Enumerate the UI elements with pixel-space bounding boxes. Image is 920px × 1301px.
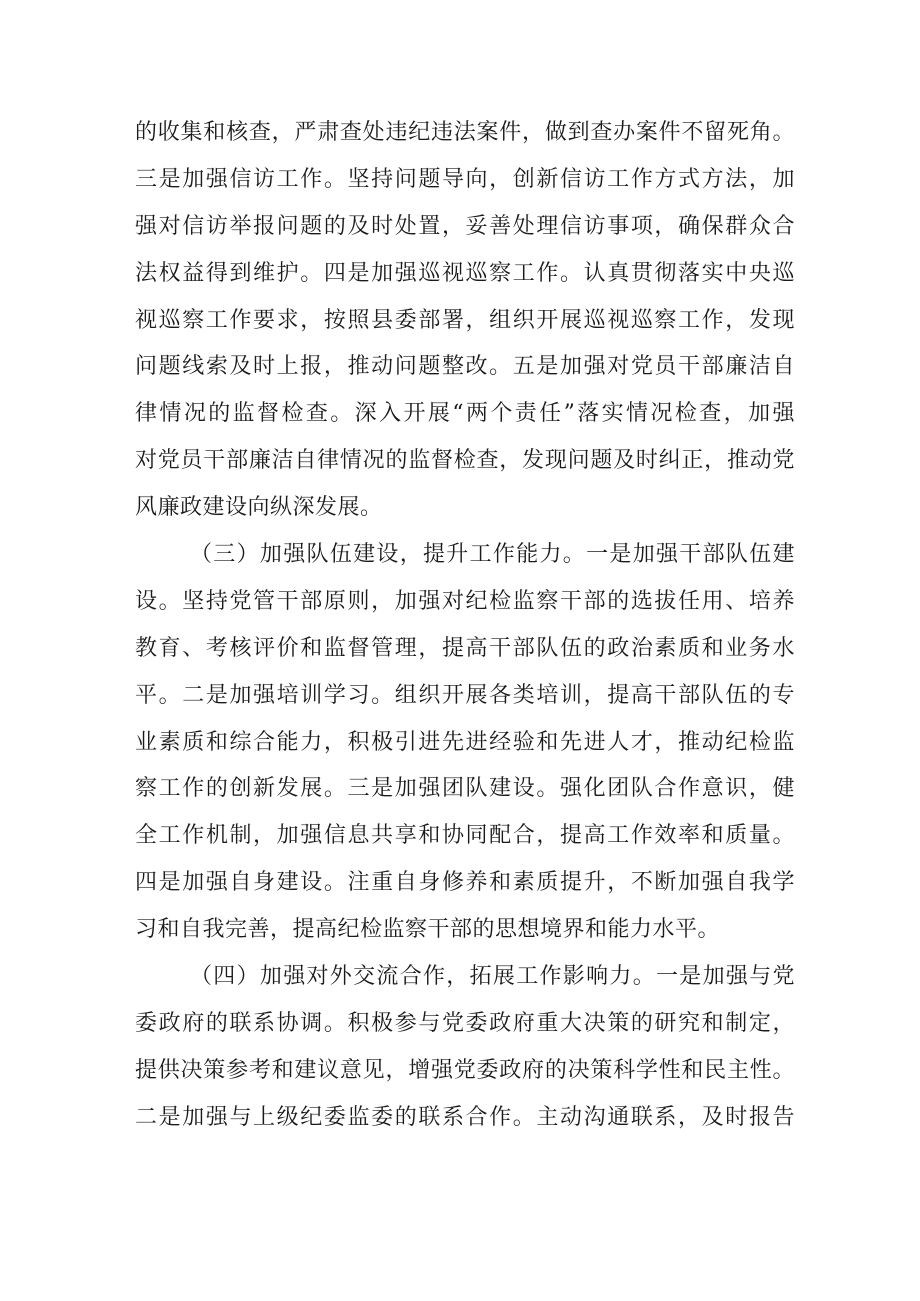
text-line: 察工作的创新发展。三是加强团队建设。强化团队合作意识，健	[135, 776, 795, 802]
text-line: 视巡察工作要求，按照县委部署，组织开展巡视巡察工作，发现	[135, 307, 795, 333]
text-line: 教育、考核评价和监督管理，提高干部队伍的政治素质和业务水	[135, 635, 795, 661]
text-line: 提供决策参考和建议意见，增强党委政府的决策科学性和民主性。	[135, 1057, 795, 1083]
body-text	[135, 110, 795, 1142]
section-heading-line: （四）加强对外交流合作，拓展工作影响力。一是加强与党	[190, 964, 795, 990]
text-line: 风廉政建设向纵深发展。	[135, 495, 383, 521]
text-line: 的收集和核查，严肃查处违纪违法案件，做到查办案件不留死角。	[135, 120, 795, 145]
text-line: 问题线索及时上报，推动问题整改。五是加强对党员干部廉洁自	[135, 354, 795, 380]
text-line: 对党员干部廉洁自律情况的监督检查，发现问题及时纠正，推动党	[135, 448, 795, 474]
text-line: 三是加强信访工作。坚持问题导向，创新信访工作方式方法，加	[135, 166, 795, 192]
text-line: 平。二是加强培训学习。组织开展各类培训，提高干部队伍的专	[135, 682, 795, 708]
text-line: 律情况的监督检查。深入开展“两个责任”落实情况检查，加强	[135, 401, 795, 427]
section-heading-line: （三）加强队伍建设，提升工作能力。一是加强干部队伍建	[190, 542, 795, 568]
paragraph-continued	[135, 110, 795, 532]
text-line: 强对信访举报问题的及时处置，妥善处理信访事项，确保群众合	[135, 213, 795, 239]
text-line: 设。坚持党管干部原则，加强对纪检监察干部的选拔任用、培养	[135, 588, 795, 614]
text-line: 二是加强与上级纪委监委的联系合作。主动沟通联系，及时报告	[135, 1104, 795, 1130]
text-line: 委政府的联系协调。积极参与党委政府重大决策的研究和制定，	[135, 1010, 795, 1036]
text-line: 业素质和综合能力，积极引进先进经验和先进人才，推动纪检监	[135, 729, 795, 755]
paragraph-section-3	[135, 532, 795, 954]
text-line: 全工作机制，加强信息共享和协同配合，提高工作效率和质量。	[135, 823, 795, 849]
paragraph-section-4	[135, 954, 795, 1142]
text-line: 四是加强自身建设。注重自身修养和素质提升，不断加强自我学	[135, 870, 795, 896]
text-line: 习和自我完善，提高纪检监察干部的思想境界和能力水平。	[135, 917, 721, 943]
text-line: 法权益得到维护。四是加强巡视巡察工作。认真贯彻落实中央巡	[135, 260, 795, 286]
